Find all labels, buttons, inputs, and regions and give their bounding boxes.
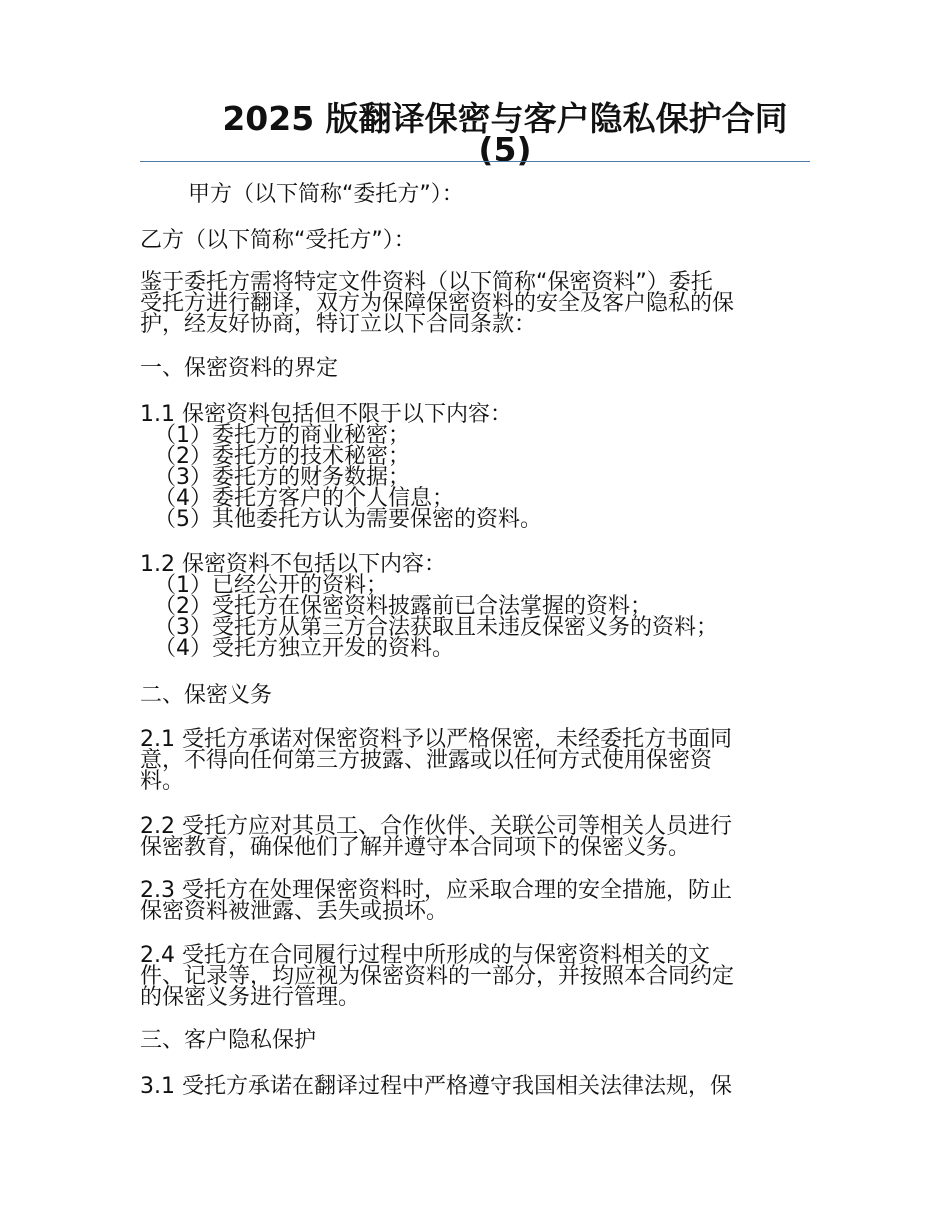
preamble-line: 受托方进行翻译，双方为保障保密资料的安全及客户隐私的保: [140, 291, 735, 316]
section-3-heading: 三、客户隐私保护: [140, 1028, 317, 1053]
clause-line: 2.3 受托方在处理保密资料时，应采取合理的安全措施，防止: [140, 878, 732, 903]
clause-2-2: [140, 816, 812, 858]
list-item: （2）受托方在保密资料披露前已合法掌握的资料；: [154, 594, 652, 619]
list-item: （3）委托方的财务数据；: [154, 465, 410, 490]
clause-line: 保密资料被泄露、丢失或损坏。: [140, 899, 449, 924]
clause-line: 2.1 受托方承诺对保密资料予以严格保密，未经委托方书面同: [140, 727, 732, 752]
clause-line: 保密教育，确保他们了解并遵守本合同项下的保密义务。: [140, 835, 691, 860]
clause-line: 2.4 受托方在合同履行过程中所形成的与保密资料相关的文: [140, 943, 710, 968]
clause-lead: 1.2 保密资料不包括以下内容：: [140, 552, 446, 577]
list-item: （5）其他委托方认为需要保密的资料。: [154, 507, 542, 532]
clause-line: 2.2 受托方应对其员工、合作伙伴、关联公司等相关人员进行: [140, 814, 732, 839]
list-item: （1）委托方的商业秘密；: [154, 423, 410, 448]
clause-3-1: 3.1 受托方承诺在翻译过程中严格遵守我国相关法律法规，保: [140, 1074, 732, 1099]
clause-lead: 1.1 保密资料包括但不限于以下内容：: [140, 402, 512, 427]
preamble-line: 鉴于委托方需将特定文件资料（以下简称“保密资料”）委托: [140, 270, 713, 295]
preamble-paragraph: [140, 272, 812, 335]
clause-line: 料。: [140, 769, 185, 794]
section-2-heading: 二、保密义务: [140, 683, 273, 708]
clause-line: 件、记录等，均应视为保密资料的一部分，并按照本合同约定: [140, 964, 735, 989]
title-underline: [140, 161, 810, 162]
preamble-line: 护，经友好协商，特订立以下合同条款：: [140, 312, 537, 337]
section-1-heading: 一、保密资料的界定: [140, 356, 339, 381]
party-b-line: 乙方（以下简称“受托方”）：: [140, 228, 416, 253]
clause-line: 的保密义务进行管理。: [140, 985, 361, 1010]
clause-2-3: [140, 880, 812, 922]
list-item: （1）已经公开的资料；: [154, 573, 388, 598]
list-item: （3）受托方从第三方合法获取且未违反保密义务的资料；: [154, 615, 718, 640]
document-title: 2025 版翻译保密与客户隐私保护合同(5): [222, 99, 788, 169]
clause-2-4: [140, 945, 812, 1008]
list-item: （2）委托方的技术秘密；: [154, 444, 410, 469]
list-item: （4）委托方客户的个人信息；: [154, 486, 454, 511]
clause-1-1: [140, 404, 812, 530]
clause-line: 意，不得向任何第三方披露、泄露或以任何方式使用保密资: [140, 748, 713, 773]
clause-2-1: [140, 729, 812, 792]
party-a-line: 甲方（以下简称“委托方”）：: [188, 182, 464, 207]
list-item: （4）受托方独立开发的资料。: [154, 636, 454, 661]
clause-1-2: [140, 554, 812, 659]
